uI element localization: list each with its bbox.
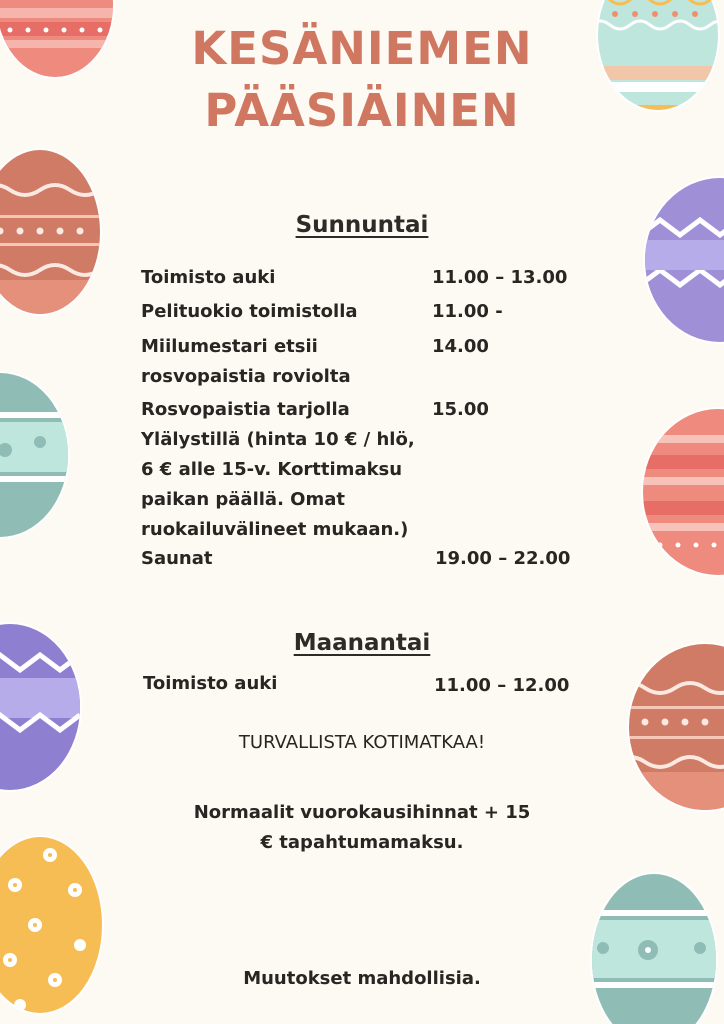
sunday-heading: Sunnuntai <box>295 212 429 238</box>
schedule-item-time: 11.00 - <box>432 301 503 322</box>
schedule-item-time: 11.00 – 12.00 <box>434 675 570 696</box>
greeting-text: TURVALLISTA KOTIMATKAA! <box>238 732 486 753</box>
easter-egg-icon <box>638 405 724 580</box>
schedule-item-label: Pelituokio toimistolla <box>141 301 358 322</box>
footer-note: Muutokset mahdollisia. <box>243 968 481 989</box>
easter-egg-icon <box>588 868 724 1024</box>
monday-heading: Maanantai <box>293 630 431 656</box>
title-line-2: PÄÄSIÄINEN <box>204 84 520 137</box>
schedule-item-label: Rosvopaistia tarjolla Ylälystillä (hinta 10 € / hlö, 6 € alle 15-v. Korttimaksu paikan päällä. Omat ruokailuvälineet mukaan.) <box>141 399 415 540</box>
easter-egg-icon <box>0 370 80 540</box>
title-line-1: KESÄNIEMEN <box>191 22 533 75</box>
poster-title <box>0 18 724 142</box>
schedule-item-label: Saunat <box>141 548 213 569</box>
schedule-item-time: 19.00 – 22.00 <box>435 548 571 569</box>
easter-egg-icon <box>640 175 724 345</box>
schedule-item-time: 11.00 – 13.00 <box>432 267 568 288</box>
schedule-item-label: Toimisto auki <box>141 267 276 288</box>
schedule-item-label: Miilumestari etsii rosvopaistia roviolta <box>141 336 351 387</box>
schedule-item-label: Toimisto auki <box>143 673 278 694</box>
schedule-item-time: 15.00 <box>432 399 489 420</box>
schedule-item-time: 14.00 <box>432 336 489 357</box>
pricing-note: Normaalit vuorokausihinnat + 15 € tapahtumamaksu. <box>193 802 531 853</box>
